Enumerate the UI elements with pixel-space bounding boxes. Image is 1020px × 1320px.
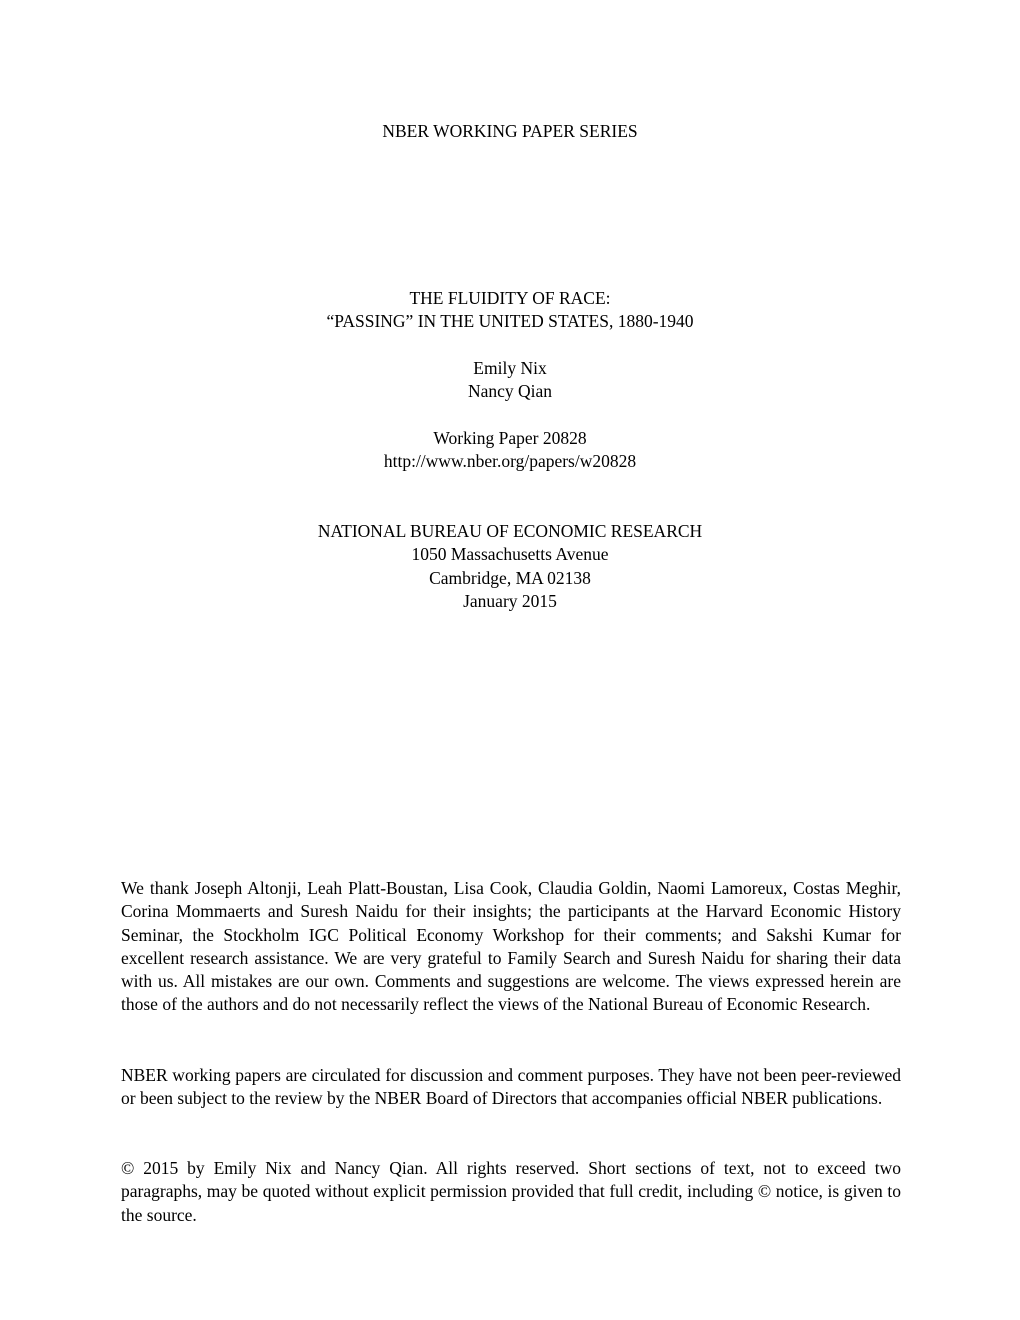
institution-block [0, 520, 1020, 613]
publication-date: January 2015 [463, 590, 557, 611]
paper-title-line-2: “PASSING” IN THE UNITED STATES, 1880-1940 [326, 311, 694, 332]
author-name: Nancy Qian [467, 381, 553, 402]
institution-city: Cambridge, MA 02138 [429, 567, 591, 588]
institution-name: NATIONAL BUREAU OF ECONOMIC RESEARCH [317, 521, 703, 541]
working-paper-number: Working Paper 20828 [433, 428, 587, 448]
working-paper-info [0, 427, 1020, 474]
institution-street: 1050 Massachusetts Avenue [411, 544, 609, 565]
disclaimer-paragraph: NBER working papers are circulated for discussion and comment purposes. They have not been peer-reviewed or been subject to the review by the NBER Board of Directors that accompanies official NBER publications. [121, 1065, 901, 1109]
copyright-section [121, 1157, 901, 1227]
series-header [0, 120, 1020, 143]
acknowledgements-section [121, 877, 901, 1017]
acknowledgements-paragraph: We thank Joseph Altonji, Leah Platt-Boustan, Lisa Cook, Claudia Goldin, Naomi Lamoreux, Costas Meghir, Corina Mommaerts and Suresh Naidu for their insights; the participants at the Harvard Economic History Seminar, the Stockholm IGC Political Economy Workshop for their comments; and Sakshi Kumar for excellent research assistance. We are very grateful to Family Search and Suresh Naidu for sharing their data with us. All mistakes are our own. Comments and suggestions are welcome. The views expressed herein are those of the authors and do not necessarily reflect the views of the National Bureau of Economic Research. [121, 878, 901, 1015]
disclaimer-section [121, 1064, 901, 1111]
author-name: Emily Nix [473, 358, 547, 378]
paper-title [0, 287, 1020, 334]
paper-title-line-1: THE FLUIDITY OF RACE: [409, 288, 611, 308]
working-paper-url[interactable]: http://www.nber.org/papers/w20828 [383, 451, 637, 472]
copyright-paragraph: © 2015 by Emily Nix and Nancy Qian. All rights reserved. Short sections of text, not to exceed two paragraphs, may be quoted without explicit permission provided that full credit, including © notice, is given to the source. [121, 1158, 901, 1225]
series-header-text: NBER WORKING PAPER SERIES [382, 121, 638, 141]
author-list [0, 357, 1020, 404]
